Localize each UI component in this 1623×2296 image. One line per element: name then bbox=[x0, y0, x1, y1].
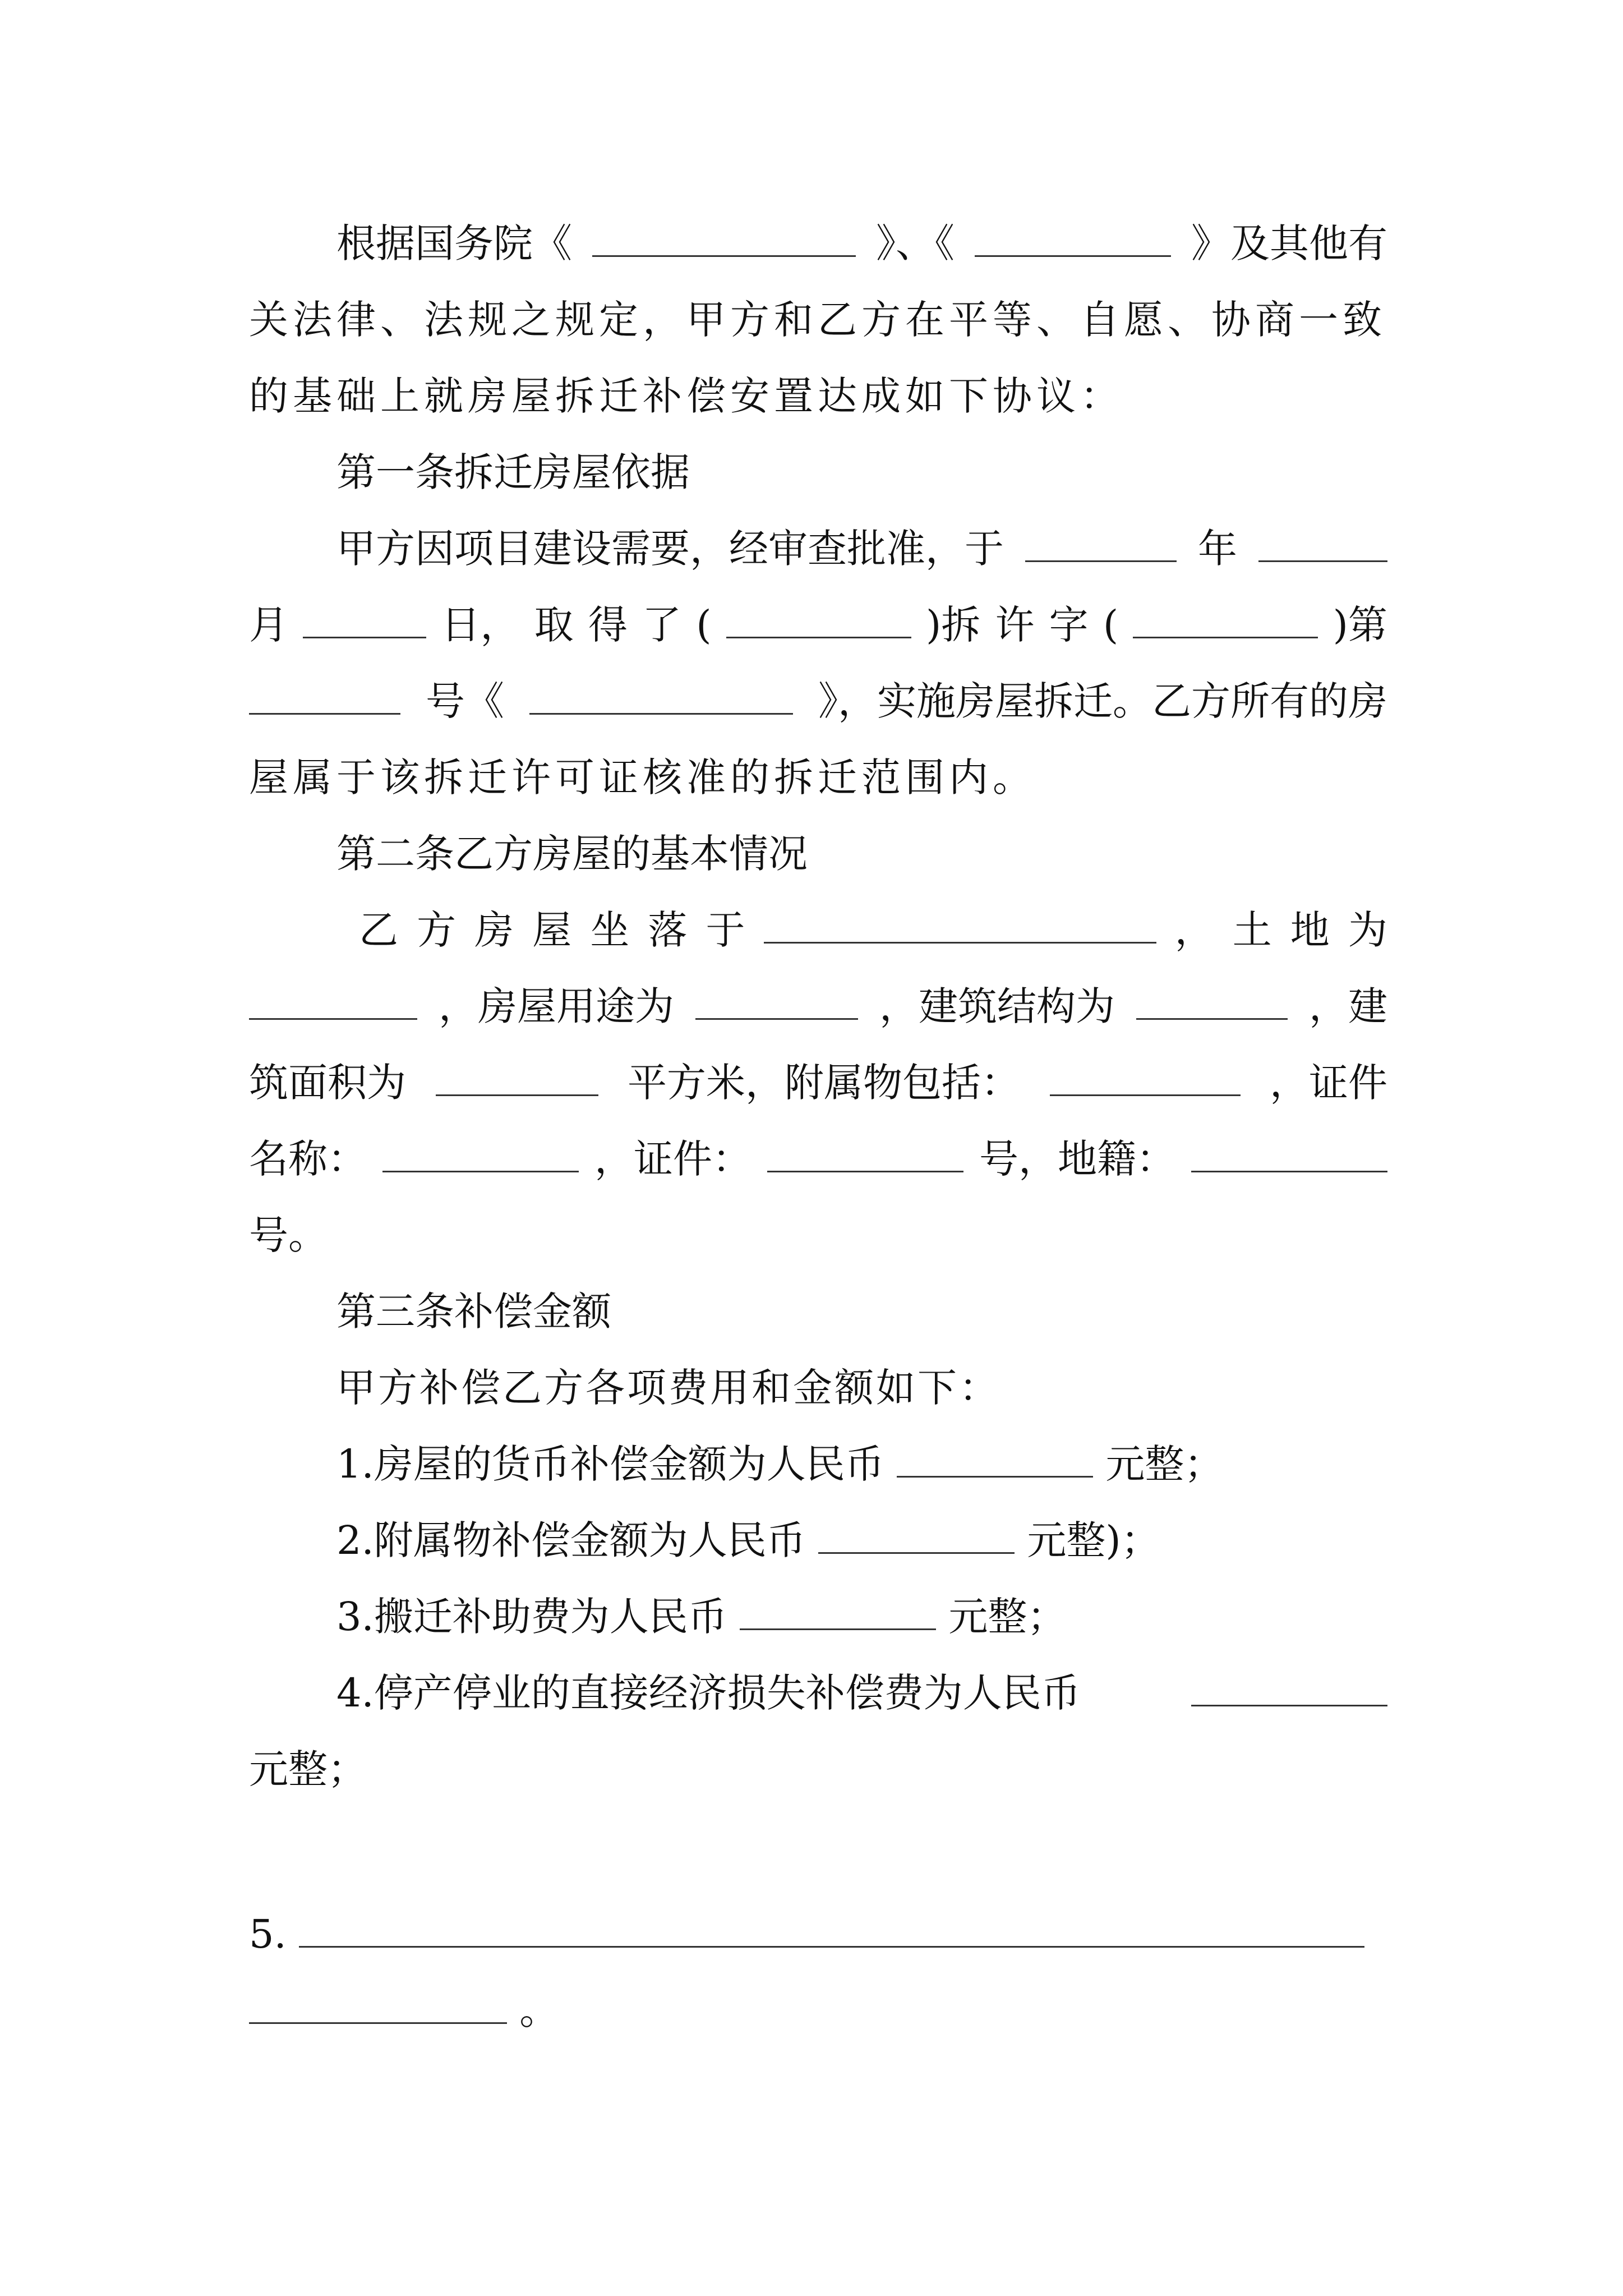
compensation-item-5 bbox=[249, 1896, 1371, 1972]
blank-underline bbox=[1136, 983, 1288, 1020]
compensation-item-4 bbox=[336, 1655, 1387, 1731]
text: 号，地籍： bbox=[979, 1136, 1175, 1182]
text: ，房屋用途为 bbox=[439, 983, 674, 1029]
blank-underline bbox=[767, 1136, 963, 1172]
blank-underline bbox=[695, 983, 858, 1020]
text: )第 bbox=[1332, 602, 1387, 648]
blank-underline bbox=[382, 1136, 579, 1172]
text: 第二条乙方房屋的基本情况 bbox=[336, 831, 808, 877]
text: 元整)； bbox=[1027, 1517, 1160, 1563]
text: 屋属于该拆迁许可证核准的拆迁范围内。 bbox=[249, 754, 1036, 800]
article-2-line-3 bbox=[249, 1045, 1387, 1121]
text: 元整； bbox=[1105, 1441, 1224, 1487]
text: 名称： bbox=[249, 1136, 367, 1182]
text: 关法律、法规之规定，甲方和乙方在平等、自愿、协商一致 bbox=[249, 297, 1386, 343]
blank-underline bbox=[592, 220, 856, 257]
blank-underline bbox=[1191, 1136, 1387, 1172]
text: 号《 bbox=[426, 678, 504, 724]
blank-underline bbox=[1191, 1670, 1387, 1706]
compensation-item-3 bbox=[336, 1579, 1387, 1655]
preamble-line-1 bbox=[336, 205, 1387, 282]
text: 》及其他有 bbox=[1191, 220, 1387, 266]
text: 地 bbox=[1290, 907, 1330, 953]
blank-underline bbox=[1025, 526, 1177, 562]
text: 字 bbox=[1049, 602, 1089, 648]
text: 5. bbox=[249, 1911, 287, 1957]
text: ，证件： bbox=[594, 1136, 751, 1182]
text: ，证件 bbox=[1270, 1060, 1387, 1106]
blank-underline bbox=[897, 1441, 1093, 1478]
text: 。 bbox=[519, 1987, 559, 2033]
text: 的基础上就房屋拆迁补偿安置达成如下协议： bbox=[249, 373, 1124, 419]
preamble-line-2 bbox=[249, 282, 1387, 358]
article-1-line-3 bbox=[249, 663, 1387, 739]
blank-underline bbox=[764, 907, 1156, 944]
blank-underline bbox=[529, 678, 793, 715]
article-3-intro bbox=[336, 1350, 1387, 1426]
compensation-item-1 bbox=[336, 1426, 1387, 1502]
text: 甲方补偿乙方各项费用和金额如下： bbox=[336, 1365, 1000, 1411]
text: 于 bbox=[706, 907, 745, 953]
text: 1.房屋的货币补偿金额为人民币 bbox=[336, 1441, 884, 1487]
text: ( bbox=[1103, 602, 1119, 648]
text: 了 bbox=[642, 602, 682, 648]
text: 第三条补偿金额 bbox=[336, 1289, 611, 1335]
text: 方 bbox=[417, 907, 457, 953]
text: 3.搬迁补助费为人民币 bbox=[336, 1594, 727, 1640]
text: 2.附属物补偿金额为人民币 bbox=[336, 1517, 806, 1563]
blank-underline bbox=[726, 602, 911, 638]
text: ， bbox=[1174, 907, 1214, 953]
text: 月 bbox=[249, 602, 288, 648]
text: 得 bbox=[588, 602, 628, 648]
text: 取 bbox=[534, 602, 574, 648]
blank-underline bbox=[1258, 526, 1387, 562]
article-2-title bbox=[336, 816, 1387, 892]
blank-underline bbox=[249, 983, 417, 1020]
text: 4.停产停业的直接经济损失补偿费为人民币 bbox=[336, 1670, 1081, 1716]
text: 日， bbox=[441, 602, 520, 648]
text: 》，实施房屋拆迁。乙方所有的房 bbox=[818, 678, 1387, 724]
preamble-line-3 bbox=[249, 358, 1387, 434]
text: 土 bbox=[1232, 907, 1272, 953]
compensation-item-4-cont bbox=[249, 1731, 1387, 1807]
text: ，建筑结构为 bbox=[879, 983, 1115, 1029]
article-2-line-4 bbox=[249, 1121, 1387, 1197]
text: 平方米，附属物包括： bbox=[628, 1060, 1020, 1106]
text: 根据国务院《 bbox=[336, 220, 572, 266]
blank-underline bbox=[975, 220, 1171, 257]
text: 号。 bbox=[249, 1212, 328, 1258]
text: 甲方因项目建设需要，经审查批准，于 bbox=[336, 526, 1004, 572]
text: 许 bbox=[995, 602, 1035, 648]
blank-underline bbox=[1050, 1060, 1241, 1096]
blank-underline bbox=[1133, 602, 1318, 638]
text: 屋 bbox=[532, 907, 572, 953]
blank-underline bbox=[299, 1911, 1364, 1948]
text: 为 bbox=[1348, 907, 1387, 953]
blank-underline bbox=[303, 602, 426, 638]
blank-underline bbox=[740, 1594, 936, 1630]
text: 坐 bbox=[590, 907, 630, 953]
text: 元整； bbox=[948, 1594, 1067, 1640]
article-2-line-2 bbox=[249, 968, 1387, 1045]
article-3-title bbox=[336, 1273, 1387, 1350]
blank-underline bbox=[249, 1987, 507, 2024]
blank-underline bbox=[436, 1060, 598, 1096]
text: ( bbox=[696, 602, 712, 648]
text: 元整； bbox=[249, 1746, 367, 1792]
article-2-line-1 bbox=[359, 892, 1387, 968]
article-1-title bbox=[336, 434, 1387, 510]
article-2-line-5 bbox=[249, 1197, 1387, 1273]
text: 》、《 bbox=[876, 220, 955, 266]
text: 第一条拆迁房屋依据 bbox=[336, 449, 690, 495]
text: 落 bbox=[648, 907, 688, 953]
text: 乙 bbox=[359, 907, 398, 953]
blank-underline bbox=[818, 1517, 1015, 1554]
text: )拆 bbox=[925, 602, 981, 648]
text: 筑面积为 bbox=[249, 1060, 406, 1106]
blank-underline bbox=[249, 678, 400, 715]
compensation-item-5-cont bbox=[249, 1972, 1387, 2049]
article-1-line-2 bbox=[249, 587, 1387, 663]
article-1-line-1 bbox=[336, 510, 1387, 587]
text: 年 bbox=[1198, 526, 1237, 572]
compensation-item-2 bbox=[336, 1502, 1387, 1579]
text: ，建 bbox=[1309, 983, 1387, 1029]
article-1-line-4 bbox=[249, 739, 1387, 816]
text: 房 bbox=[474, 907, 514, 953]
